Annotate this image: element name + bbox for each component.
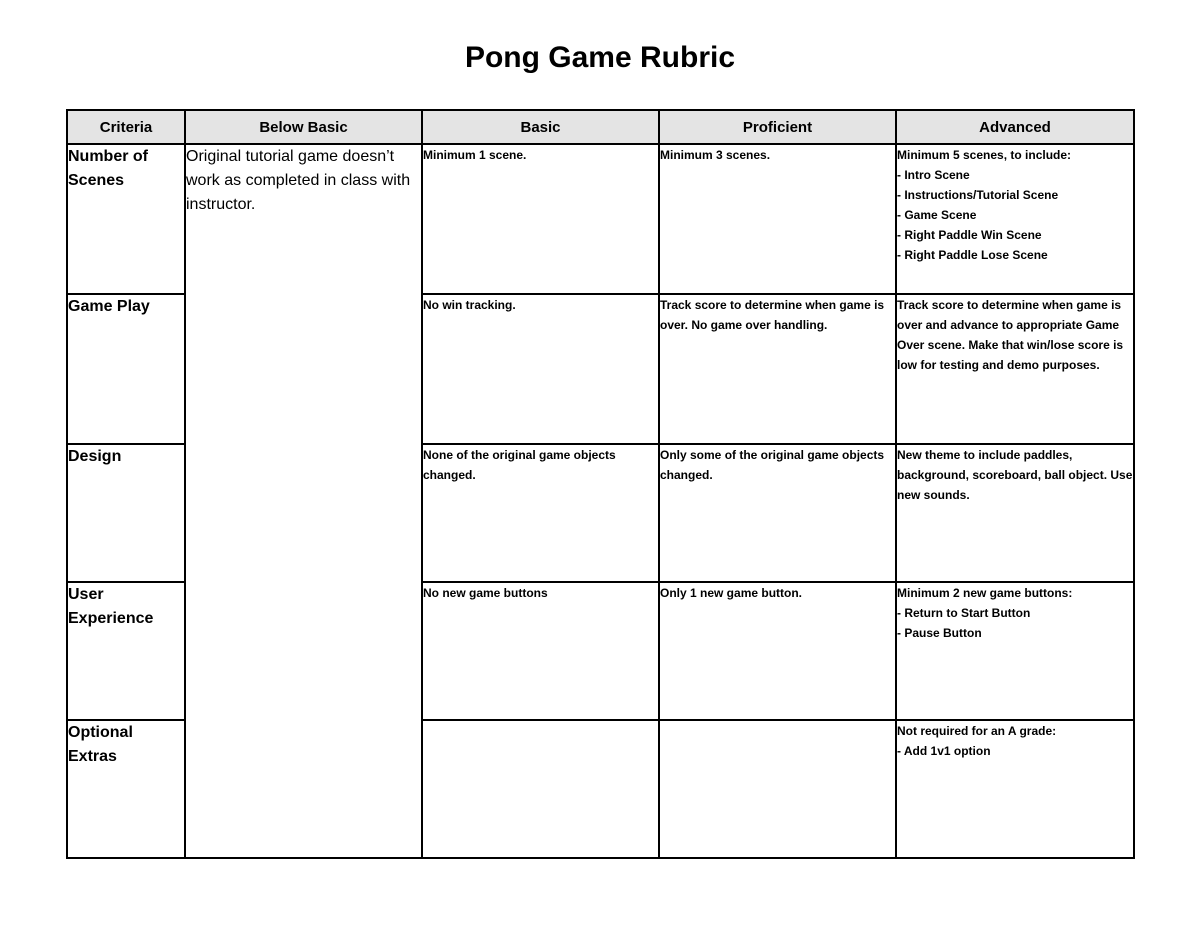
advanced-cell [896,444,1134,582]
advanced-cell [896,294,1134,444]
list-item: - Right Paddle Lose Scene [897,248,1048,262]
list-item: - Intro Scene [897,168,970,182]
list-item: - Pause Button [897,626,982,640]
advanced-cell [896,144,1134,294]
proficient-cell: Minimum 3 scenes. [659,144,896,294]
list-item: - Add 1v1 option [897,744,991,758]
advanced-intro: Track score to determine when game is over and advance to appropriate Game Over scene. Make that win/lose score is low for testing and demo purposes. [897,298,1124,372]
rubric-table [66,109,1135,859]
advanced-cell [896,720,1134,858]
basic-cell [422,720,659,858]
list-item: - Return to Start Button [897,606,1031,620]
advanced-intro: New theme to include paddles, background, scoreboard, ball object. Use new sounds. [897,448,1133,502]
criteria-cell: Number of Scenes [67,144,185,294]
proficient-cell: Track score to determine when game is over. No game over handling. [659,294,896,444]
criteria-cell: Optional Extras [67,720,185,858]
basic-cell: No win tracking. [422,294,659,444]
proficient-cell: Only some of the original game objects changed. [659,444,896,582]
header-below-basic: Below Basic [185,110,422,144]
header-criteria: Criteria [67,110,185,144]
list-item: - Right Paddle Win Scene [897,228,1042,242]
criteria-cell: Design [67,444,185,582]
page-title: Pong Game Rubric [464,41,736,74]
criteria-cell: Game Play [67,294,185,444]
list-item: - Instructions/Tutorial Scene [897,188,1059,202]
header-row [67,110,1134,144]
proficient-cell [659,720,896,858]
table-row [67,144,1134,294]
list-item: - Game Scene [897,208,977,222]
below-basic-cell: Original tutorial game doesn’t work as completed in class with instructor. [185,144,422,858]
header-proficient: Proficient [659,110,896,144]
basic-cell: Minimum 1 scene. [422,144,659,294]
advanced-intro: Not required for an A grade: [897,724,1057,738]
basic-cell: None of the original game objects changed. [422,444,659,582]
criteria-cell: User Experience [67,582,185,720]
header-advanced: Advanced [896,110,1134,144]
advanced-intro: Minimum 2 new game buttons: [897,586,1073,600]
advanced-intro: Minimum 5 scenes, to include: [897,148,1072,162]
header-basic: Basic [422,110,659,144]
basic-cell: No new game buttons [422,582,659,720]
proficient-cell: Only 1 new game button. [659,582,896,720]
advanced-cell [896,582,1134,720]
